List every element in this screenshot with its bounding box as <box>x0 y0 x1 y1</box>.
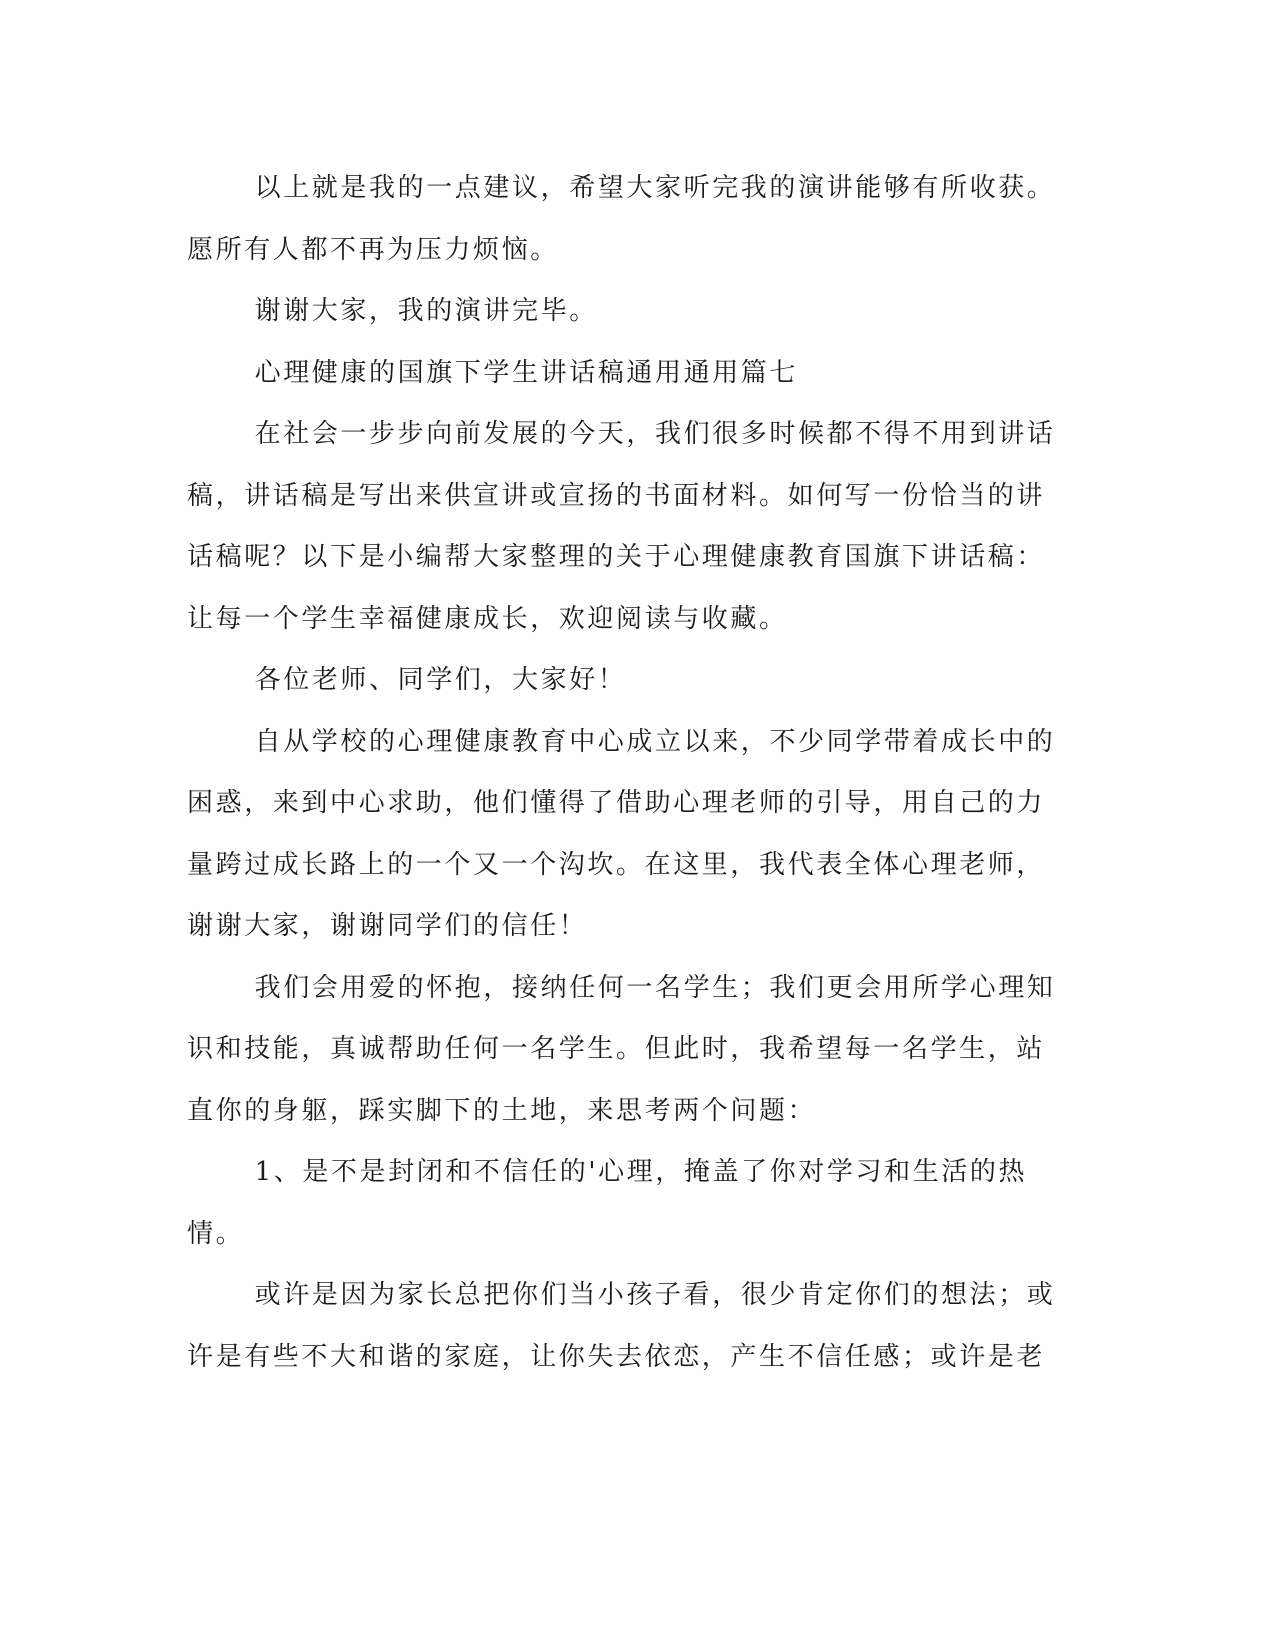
paragraph-intro: 在社会一步步向前发展的今天，我们很多时候都不得不用到讲话稿，讲话稿是写出来供宣讲或宣扬的书面材料。如何写一份恰当的讲话稿呢？以下是小编帮大家整理的关于心理健康教育国旗下讲话稿：让每一个学生幸福健康成长，欢迎阅读与收藏。 <box>187 419 1056 634</box>
paragraph-commitment: 我们会用爱的怀抱，接纳任何一名学生；我们更会用所学心理知识和技能，真诚帮助任何一名学生。但此时，我希望每一名学生，站直你的身躯，踩实脚下的土地，来思考两个问题： <box>187 972 1056 1126</box>
paragraph-closing-suggestion: 以上就是我的一点建议，希望大家听完我的演讲能够有所收获。愿所有人都不再为压力烦恼。 <box>187 173 1056 265</box>
paragraph-question-one: 1、是不是封闭和不信任的'心理，掩盖了你对学习和生活的热情。 <box>187 1157 1028 1249</box>
paragraph-greeting: 各位老师、同学们，大家好！ <box>254 665 627 695</box>
section-heading: 心理健康的国旗下学生讲话稿通用通用篇七 <box>254 357 798 388</box>
paragraph-thanks: 谢谢大家，我的演讲完毕。 <box>254 296 598 326</box>
paragraph-center-history: 自从学校的心理健康教育中心成立以来，不少同学带着成长中的困惑，来到中心求助，他们懂得了借助心理老师的引导，用自己的力量跨过成长路上的一个又一个沟坎。在这里，我代表全体心理老师，谢谢大家，谢谢同学们的信任！ <box>187 726 1056 941</box>
document-body <box>187 158 1067 1388</box>
paragraph-reasons: 或许是因为家长总把你们当小孩子看，很少肯定你们的想法；或许是有些不大和谐的家庭，让你失去依恋，产生不信任感；或许是老 <box>187 1280 1056 1372</box>
